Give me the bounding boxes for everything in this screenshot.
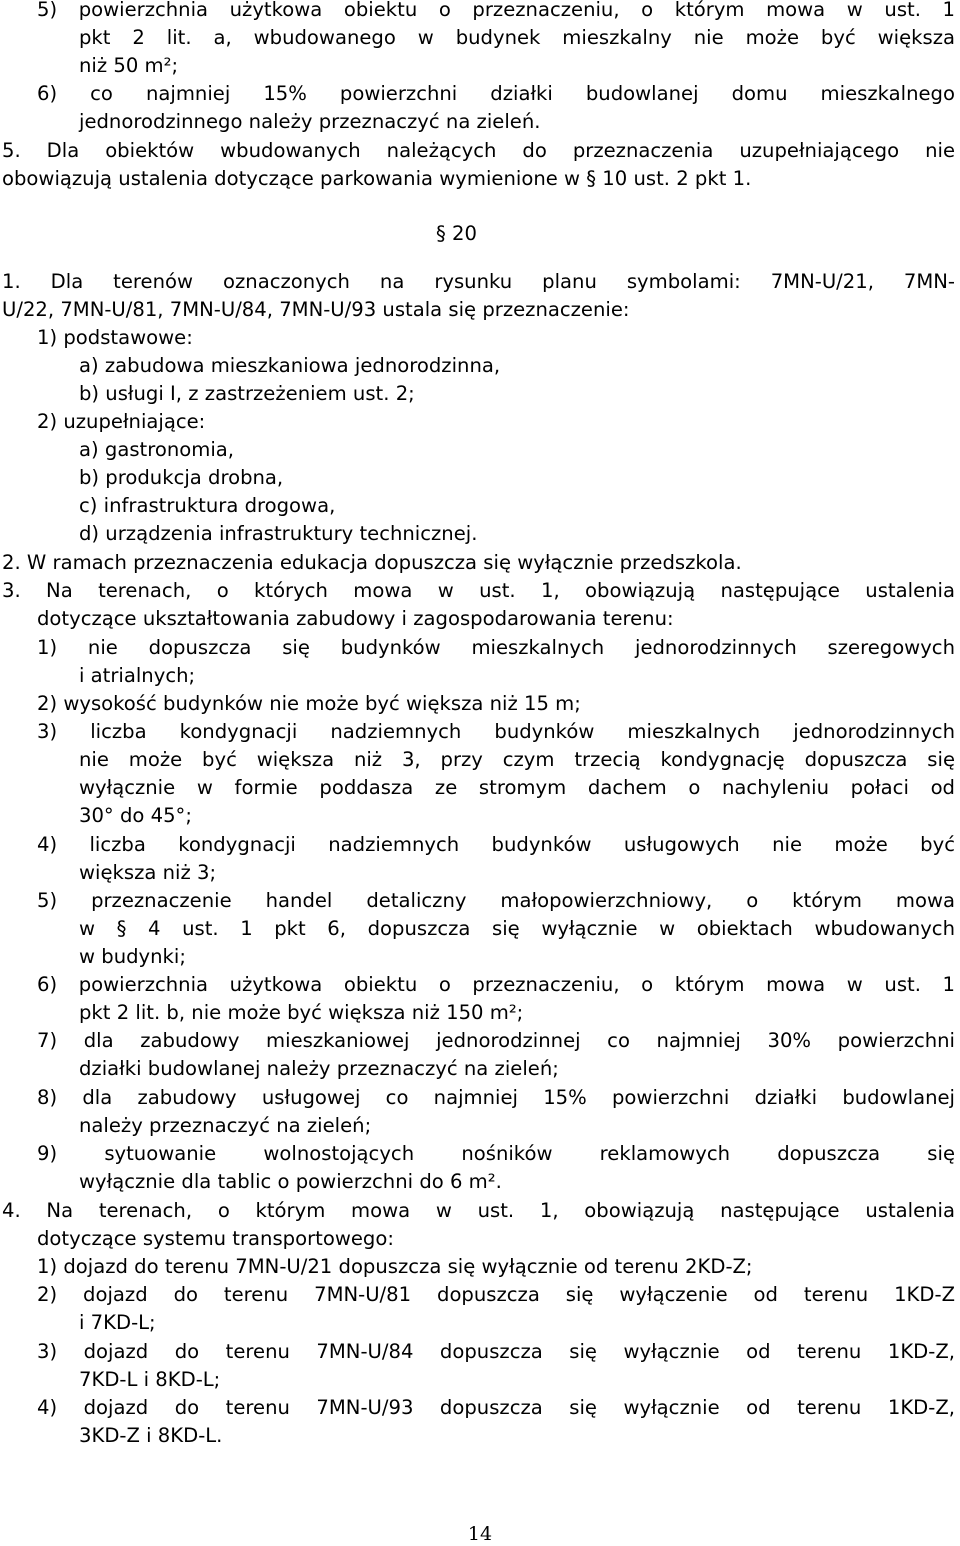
section-heading: § 20	[436, 222, 477, 245]
text-line: 5) przeznaczenie handel detaliczny małopowierzchniowy, o którym mowa	[37, 889, 955, 912]
text-line: 9) sytuowanie wolnostojących nośników reklamowych dopuszcza się	[37, 1142, 955, 1165]
text-line: 1) nie dopuszcza się budynków mieszkalnych jednorodzinnych szeregowych	[37, 636, 955, 659]
text-line: działki budowlanej należy przeznaczyć na zieleń;	[79, 1057, 559, 1080]
text-line: w § 4 ust. 1 pkt 6, dopuszcza się wyłącznie w obiektach wbudowanych	[79, 917, 955, 940]
text-line: 2) dojazd do terenu 7MN-U/81 dopuszcza się wyłączenie od terenu 1KD-Z	[37, 1283, 955, 1306]
text-line: 1) podstawowe:	[37, 326, 193, 349]
text-line: 2) uzupełniające:	[37, 410, 206, 433]
text-line: dotyczące ukształtowania zabudowy i zagospodarowania terenu:	[37, 607, 674, 630]
text-line: jednorodzinnego należy przeznaczyć na zieleń.	[79, 110, 541, 133]
text-line: 5) powierzchnia użytkowa obiektu o przeznaczeniu, o którym mowa w ust. 1	[37, 0, 955, 21]
text-line: 3. Na terenach, o których mowa w ust. 1, obowiązują następujące ustalenia	[2, 579, 955, 602]
text-line: 6) co najmniej 15% powierzchni działki budowlanej domu mieszkalnego	[37, 82, 955, 105]
text-line: c) infrastruktura drogowa,	[79, 494, 336, 517]
text-line: większa niż 3;	[79, 861, 217, 884]
text-line: a) zabudowa mieszkaniowa jednorodzinna,	[79, 354, 501, 377]
text-line: 2) wysokość budynków nie może być większa niż 15 m;	[37, 692, 581, 715]
text-line: 3KD-Z i 8KD-L.	[79, 1424, 223, 1447]
text-line: 5. Dla obiektów wbudowanych należących do przeznaczenia uzupełniającego nie	[2, 139, 955, 162]
text-line: należy przeznaczyć na zieleń;	[79, 1114, 372, 1137]
text-line: U/22, 7MN-U/81, 7MN-U/84, 7MN-U/93 ustala się przeznaczenie:	[2, 298, 630, 321]
text-line: 7KD-L i 8KD-L;	[79, 1368, 221, 1391]
text-line: 6) powierzchnia użytkowa obiektu o przeznaczeniu, o którym mowa w ust. 1	[37, 973, 955, 996]
text-line: pkt 2 lit. a, wbudowanego w budynek mieszkalny nie może być większa	[79, 26, 955, 49]
text-line: d) urządzenia infrastruktury technicznej.	[79, 522, 478, 545]
text-line: w budynki;	[79, 945, 186, 968]
text-line: a) gastronomia,	[79, 438, 234, 461]
text-line: 8) dla zabudowy usługowej co najmniej 15% powierzchni działki budowlanej	[37, 1086, 955, 1109]
text-line: obowiązują ustalenia dotyczące parkowania wymienione w § 10 ust. 2 pkt 1.	[2, 167, 752, 190]
text-line: 4) dojazd do terenu 7MN-U/93 dopuszcza się wyłącznie od terenu 1KD-Z,	[37, 1396, 955, 1419]
text-line: niż 50 m²;	[79, 54, 179, 77]
text-line: wyłącznie dla tablic o powierzchni do 6 m².	[79, 1170, 502, 1193]
text-line: pkt 2 lit. b, nie może być większa niż 150 m²;	[79, 1001, 524, 1024]
text-line: b) produkcja drobna,	[79, 466, 284, 489]
text-line: 30° do 45°;	[79, 804, 192, 827]
text-line: wyłącznie w formie poddasza ze stromym dachem o nachyleniu połaci od	[79, 776, 955, 799]
text-line: 1) dojazd do terenu 7MN-U/21 dopuszcza się wyłącznie od terenu 2KD-Z;	[37, 1255, 753, 1278]
text-line: 4. Na terenach, o którym mowa w ust. 1, obowiązują następujące ustalenia	[2, 1199, 955, 1222]
text-line: 1. Dla terenów oznaczonych na rysunku planu symbolami: 7MN-U/21, 7MN-	[2, 270, 955, 293]
text-line: i atrialnych;	[79, 664, 196, 687]
text-line: 2. W ramach przeznaczenia edukacja dopuszcza się wyłącznie przedszkola.	[2, 551, 742, 574]
text-line: b) usługi I, z zastrzeżeniem ust. 2;	[79, 382, 415, 405]
text-line: 3) dojazd do terenu 7MN-U/84 dopuszcza się wyłącznie od terenu 1KD-Z,	[37, 1340, 955, 1363]
text-line: i 7KD-L;	[79, 1311, 156, 1334]
text-line: 4) liczba kondygnacji nadziemnych budynków usługowych nie może być	[37, 833, 955, 856]
text-line: dotyczące systemu transportowego:	[37, 1227, 394, 1250]
text-line: 3) liczba kondygnacji nadziemnych budynków mieszkalnych jednorodzinnych	[37, 720, 955, 743]
page-number: 14	[467, 1523, 493, 1545]
text-line: nie może być większa niż 3, przy czym trzecią kondygnację dopuszcza się	[79, 748, 955, 771]
text-line: 7) dla zabudowy mieszkaniowej jednorodzinnej co najmniej 30% powierzchni	[37, 1029, 955, 1052]
